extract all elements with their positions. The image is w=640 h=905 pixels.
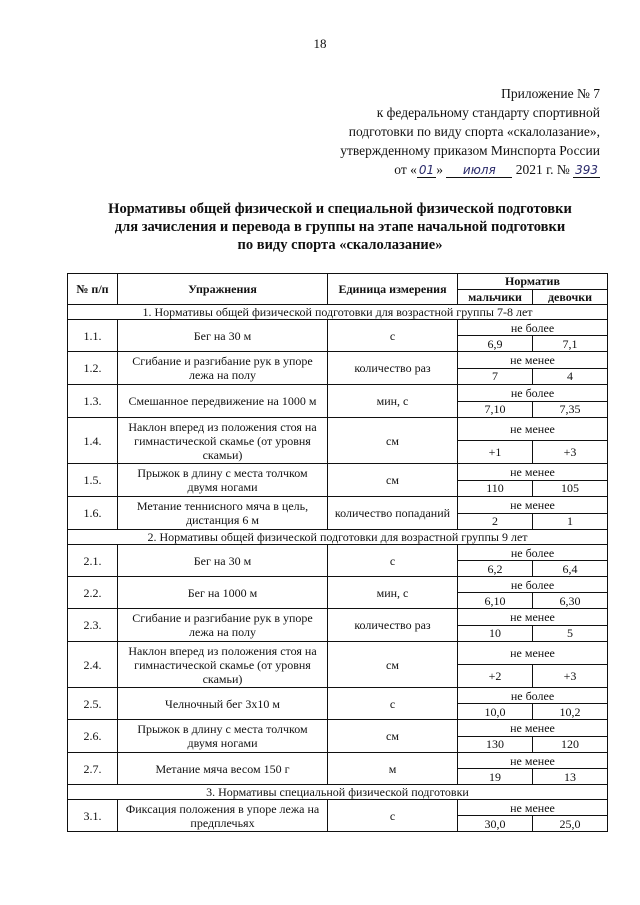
row-exercise: Смешанное передвижение на 1000 м <box>118 385 328 418</box>
table-row <box>68 577 608 593</box>
header-exercise: Упражнения <box>118 274 328 305</box>
row-condition: не менее <box>458 753 608 769</box>
value-boys: 6,2 <box>458 561 533 577</box>
value-boys: 10,0 <box>458 704 533 720</box>
row-exercise: Наклон вперед из положения стоя на гимнастической скамье (от уровня скамьи) <box>118 418 328 464</box>
value-girls: 5 <box>533 625 608 642</box>
value-girls: 4 <box>533 368 608 385</box>
date-year: 2021 г. № <box>515 162 570 177</box>
row-condition: не менее <box>458 497 608 514</box>
row-number: 2.7. <box>68 753 118 785</box>
row-condition: не менее <box>458 609 608 626</box>
value-girls: 120 <box>533 736 608 753</box>
value-boys: 130 <box>458 736 533 753</box>
value-girls: 1 <box>533 513 608 530</box>
row-number: 1.2. <box>68 352 118 385</box>
table-row <box>68 720 608 737</box>
row-unit: см <box>328 464 458 497</box>
value-girls: 10,2 <box>533 704 608 720</box>
value-boys: 10 <box>458 625 533 642</box>
value-boys: 6,10 <box>458 593 533 609</box>
title-line-3: по виду спорта «скалолазание» <box>237 237 443 253</box>
document-title <box>60 200 620 254</box>
header-girls: девочки <box>533 289 608 305</box>
date-day: 01 <box>418 163 435 177</box>
row-unit: с <box>328 320 458 352</box>
row-exercise: Бег на 30 м <box>118 545 328 577</box>
row-unit: количество раз <box>328 352 458 385</box>
row-unit: с <box>328 800 458 832</box>
row-condition: не менее <box>458 418 608 441</box>
date-month: июля <box>446 163 512 178</box>
appendix-line-4: утвержденному приказом Минспорта России <box>340 143 600 158</box>
row-condition: не менее <box>458 642 608 665</box>
table-row <box>68 800 608 816</box>
row-unit: см <box>328 642 458 688</box>
row-unit: количество попаданий <box>328 497 458 530</box>
value-girls: +3 <box>533 441 608 464</box>
row-condition: не более <box>458 385 608 402</box>
row-condition: не менее <box>458 352 608 369</box>
table-row <box>68 497 608 514</box>
value-boys: 30,0 <box>458 816 533 832</box>
value-boys: +2 <box>458 665 533 688</box>
appendix-line-2: к федеральному стандарту спортивной <box>376 105 600 120</box>
row-number: 2.6. <box>68 720 118 753</box>
row-number: 1.4. <box>68 418 118 464</box>
table-row <box>68 464 608 481</box>
section-row <box>68 530 608 545</box>
row-number: 1.5. <box>68 464 118 497</box>
row-condition: не более <box>458 320 608 336</box>
value-boys: 7 <box>458 368 533 385</box>
row-number: 2.4. <box>68 642 118 688</box>
table-row <box>68 418 608 441</box>
value-girls: 25,0 <box>533 816 608 832</box>
header-boys: мальчики <box>458 289 533 305</box>
row-number: 1.3. <box>68 385 118 418</box>
row-exercise: Прыжок в длину с места толчком двумя ногами <box>118 464 328 497</box>
row-number: 1.6. <box>68 497 118 530</box>
row-condition: не менее <box>458 464 608 481</box>
row-number: 2.3. <box>68 609 118 642</box>
section-row <box>68 785 608 800</box>
appendix-date-line <box>300 160 600 179</box>
row-number: 2.1. <box>68 545 118 577</box>
table-row <box>68 688 608 704</box>
order-number: 393 <box>575 163 598 177</box>
value-boys: 19 <box>458 769 533 785</box>
row-unit: см <box>328 720 458 753</box>
value-girls: +3 <box>533 665 608 688</box>
row-exercise: Метание мяча весом 150 г <box>118 753 328 785</box>
section-title: 1. Нормативы общей физической подготовки для возрастной группы 7-8 лет <box>68 305 608 320</box>
row-exercise: Сгибание и разгибание рук в упоре лежа на полу <box>118 609 328 642</box>
appendix-line-3: подготовки по виду спорта «скалолазание», <box>348 124 600 139</box>
row-condition: не более <box>458 688 608 704</box>
appendix-line-1: Приложение № 7 <box>501 86 600 101</box>
section-row <box>68 305 608 320</box>
value-girls: 6,30 <box>533 593 608 609</box>
row-exercise: Бег на 1000 м <box>118 577 328 609</box>
value-boys: 2 <box>458 513 533 530</box>
section-title: 2. Нормативы общей физической подготовки для возрастной группы 9 лет <box>68 530 608 545</box>
row-number: 2.5. <box>68 688 118 720</box>
date-mid: » <box>436 162 443 177</box>
header-norm: Норматив <box>458 274 608 290</box>
table-row <box>68 320 608 336</box>
value-girls: 105 <box>533 480 608 497</box>
row-number: 1.1. <box>68 320 118 352</box>
row-unit: м <box>328 753 458 785</box>
value-boys: 6,9 <box>458 336 533 352</box>
row-unit: с <box>328 545 458 577</box>
row-number: 2.2. <box>68 577 118 609</box>
row-unit: мин, с <box>328 577 458 609</box>
appendix-header <box>300 84 600 179</box>
row-exercise: Бег на 30 м <box>118 320 328 352</box>
value-girls: 6,4 <box>533 561 608 577</box>
row-exercise: Прыжок в длину с места толчком двумя ногами <box>118 720 328 753</box>
table-row <box>68 609 608 626</box>
table-body <box>68 305 608 832</box>
section-title: 3. Нормативы специальной физической подготовки <box>68 785 608 800</box>
row-exercise: Сгибание и разгибание рук в упоре лежа на полу <box>118 352 328 385</box>
value-boys: 7,10 <box>458 401 533 418</box>
table-row <box>68 385 608 402</box>
table-row <box>68 642 608 665</box>
table-row <box>68 753 608 769</box>
value-boys: +1 <box>458 441 533 464</box>
row-exercise: Фиксация положения в упоре лежа на предплечьях <box>118 800 328 832</box>
value-girls: 7,1 <box>533 336 608 352</box>
table-row <box>68 352 608 369</box>
value-boys: 110 <box>458 480 533 497</box>
row-unit: мин, с <box>328 385 458 418</box>
row-exercise: Метание теннисного мяча в цель, дистанция 6 м <box>118 497 328 530</box>
header-unit: Единица измерения <box>328 274 458 305</box>
title-line-1: Нормативы общей физической и специальной физической подготовки <box>108 201 572 217</box>
title-line-2: для зачисления и перевода в группы на этапе начальной подготовки <box>114 219 566 235</box>
row-condition: не более <box>458 545 608 561</box>
norms-table <box>67 273 608 832</box>
row-number: 3.1. <box>68 800 118 832</box>
row-condition: не менее <box>458 720 608 737</box>
row-condition: не менее <box>458 800 608 816</box>
row-unit: с <box>328 688 458 720</box>
row-condition: не более <box>458 577 608 593</box>
row-unit: см <box>328 418 458 464</box>
table-row <box>68 545 608 561</box>
header-num: № п/п <box>68 274 118 305</box>
row-exercise: Челночный бег 3х10 м <box>118 688 328 720</box>
value-girls: 7,35 <box>533 401 608 418</box>
page-number: 18 <box>313 36 327 51</box>
row-unit: количество раз <box>328 609 458 642</box>
row-exercise: Наклон вперед из положения стоя на гимнастической скамье (от уровня скамьи) <box>118 642 328 688</box>
date-prefix: от « <box>394 162 417 177</box>
value-girls: 13 <box>533 769 608 785</box>
